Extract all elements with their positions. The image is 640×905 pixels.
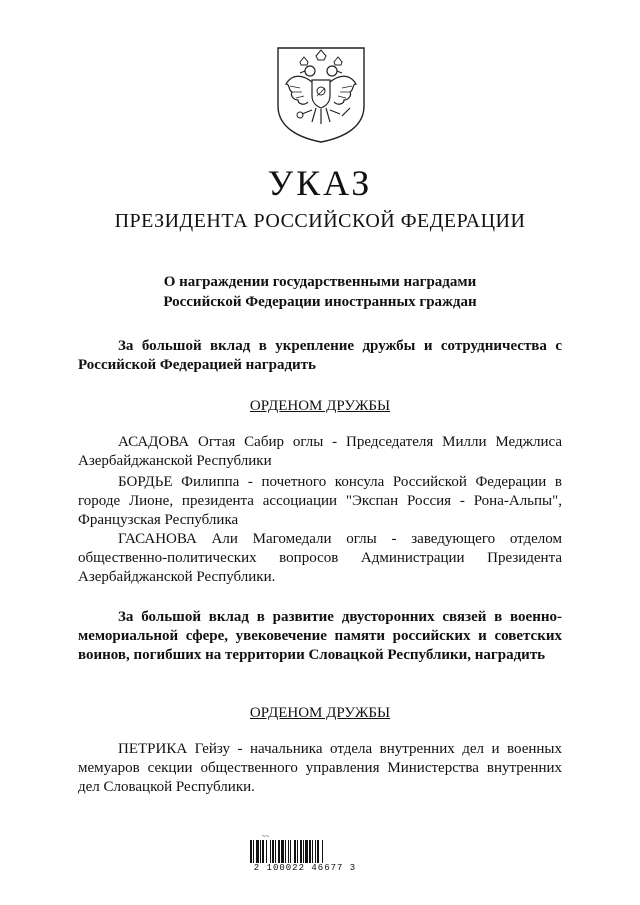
- section1-order-title: ОРДЕНОМ ДРУЖБЫ: [249, 398, 391, 414]
- decree-title-line: Российской Федерации иностранных граждан: [163, 294, 477, 310]
- issuer-heading: ПРЕЗИДЕНТА РОССИЙСКОЙ ФЕДЕРАЦИИ: [114, 210, 526, 232]
- awardee-entry: ГАСАНОВА Али Магомедали оглы - заведующего отделом общественно-политических вопросов Администрации Президента Азербайджанской Республики.: [78, 531, 562, 585]
- awardee-entry: АСАДОВА Огтая Сабир оглы - Председателя Милли Меджлиса Азербайджанской Республики: [78, 434, 562, 469]
- section1-preamble: За большой вклад в укрепление дружбы и сотрудничества с Российской Федерацией наградить: [78, 338, 562, 373]
- awardee-entry: БОРДЬЕ Филиппа - почетного консула Российской Федерации в городе Лионе, президента ассоциации "Экспан Россия - Рона-Альпы", Французская Республика: [78, 474, 562, 528]
- russian-coat-of-arms-icon: [272, 44, 370, 144]
- barcode-number: 2 100022 46677 3: [240, 863, 370, 873]
- section2-order-title: ОРДЕНОМ ДРУЖБЫ: [249, 705, 391, 721]
- awardee-entry: ПЕТРИКА Гейзу - начальника отдела внутренних дел и военных мемуаров секции общественного управления Министерства внутренних дел Словацкой Республики.: [78, 741, 562, 795]
- svg-text:~~: ~~: [262, 834, 270, 840]
- decree-heading: УКАЗ: [267, 163, 373, 203]
- decree-title: [0, 272, 640, 312]
- decree-title-line: О награждении государственными наградами: [163, 274, 477, 290]
- section2-preamble: За большой вклад в развитие двусторонних связей в военно-мемориальной сфере, увековечение памяти российских и советских воинов, погибших на территории Словацкой Республики, наградить: [78, 609, 562, 663]
